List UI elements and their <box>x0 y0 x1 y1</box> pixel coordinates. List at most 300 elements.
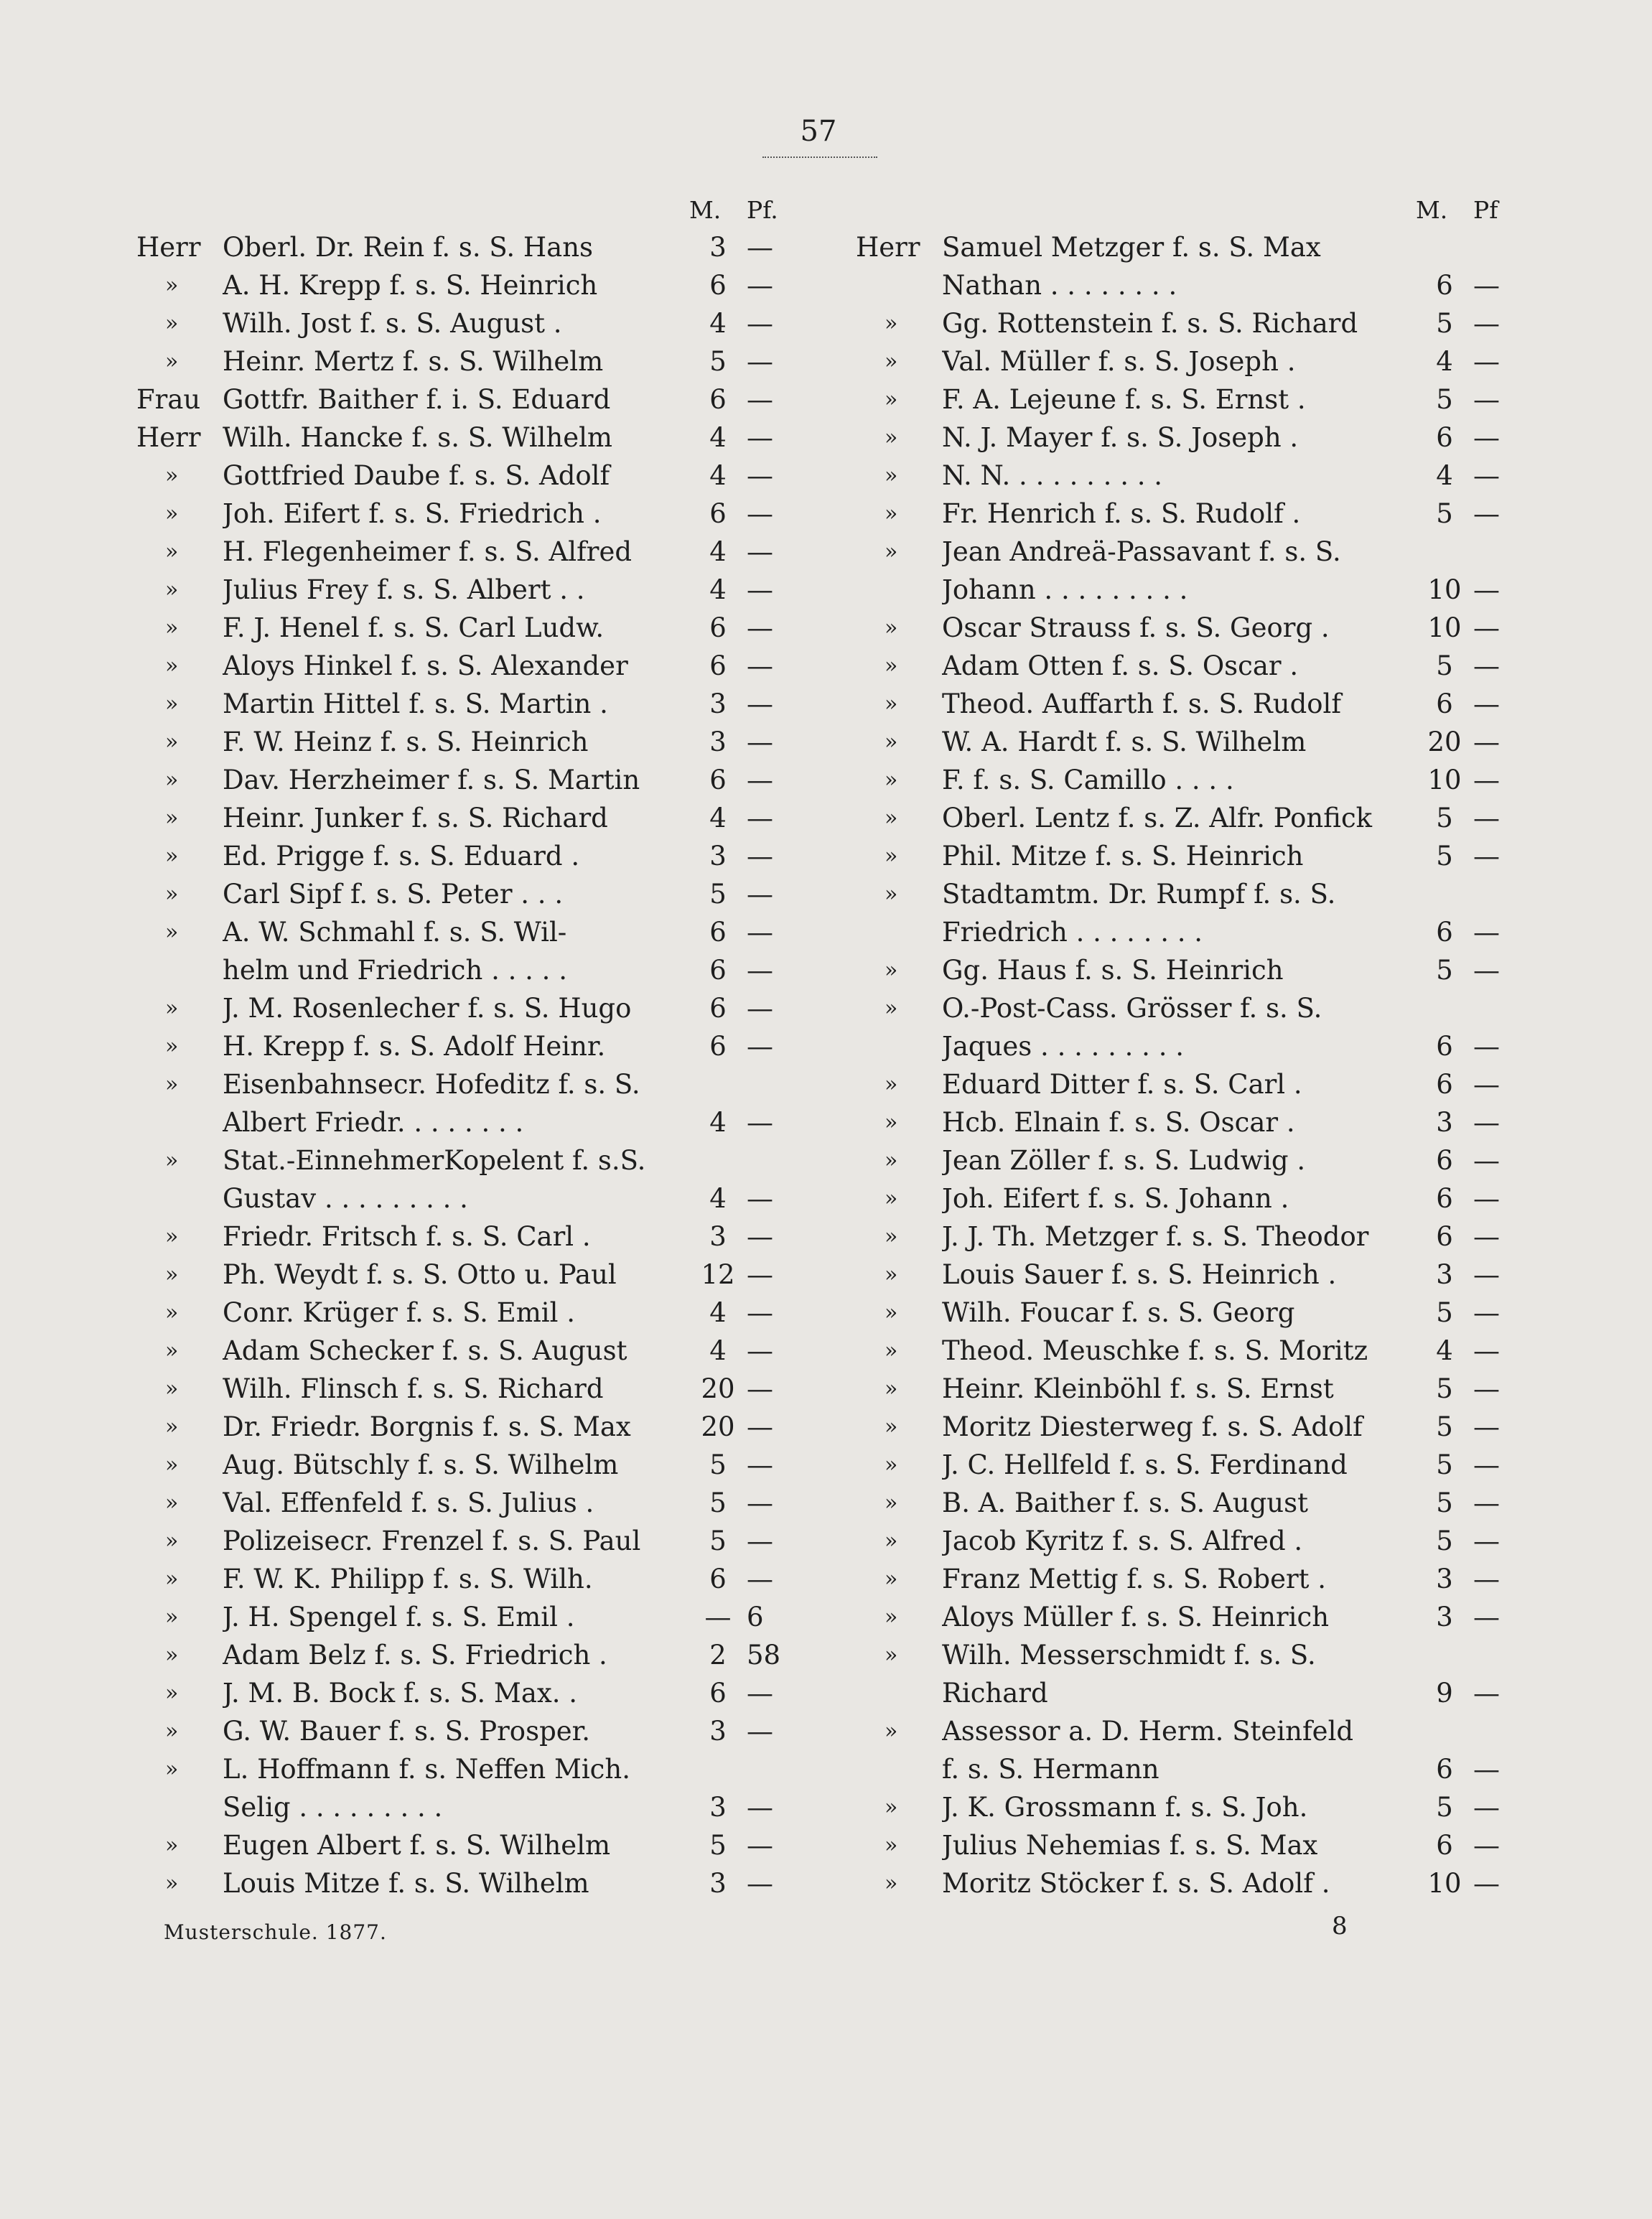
entry-prefix: » <box>885 653 898 678</box>
entry-marks: 3 <box>1436 1259 1453 1290</box>
entry-name: Jean Zöller f. s. S. Ludwig . <box>942 1145 1306 1176</box>
entry-prefix: » <box>165 1871 179 1896</box>
entry-name: Heinr. Kleinböhl f. s. S. Ernst <box>942 1373 1334 1404</box>
entry-pfennig: — <box>1473 1830 1500 1861</box>
entry-marks: 3 <box>709 1868 727 1899</box>
entry-pfennig: — <box>747 460 773 491</box>
entry-name: Selig . . . . . . . . . <box>223 1792 443 1823</box>
entry-name: Polizeisecr. Frenzel f. s. S. Paul <box>223 1526 641 1556</box>
entry-name: Martin Hittel f. s. S. Martin . <box>223 688 608 719</box>
list-item <box>856 1826 1577 1864</box>
entry-marks: 5 <box>709 1487 727 1518</box>
entry-prefix: » <box>165 1376 179 1401</box>
entry-marks: 4 <box>709 1183 727 1214</box>
entry-marks: 2 <box>709 1640 727 1671</box>
entry-marks: 4 <box>709 803 727 833</box>
entry-marks: 5 <box>1436 841 1453 872</box>
entry-prefix: » <box>165 805 179 831</box>
entry-name: F. f. s. S. Camillo . . . . <box>942 765 1234 795</box>
entry-marks: 6 <box>709 1031 727 1062</box>
list-item <box>136 1522 858 1560</box>
list-item <box>856 685 1577 723</box>
entry-name: Wilh. Messerschmidt f. s. S. <box>942 1640 1316 1671</box>
list-item <box>136 1218 858 1256</box>
entry-marks: 4 <box>709 574 727 605</box>
entry-prefix: » <box>165 1719 179 1744</box>
entry-pfennig: — <box>747 1107 773 1138</box>
list-item <box>136 989 858 1027</box>
entry-prefix: » <box>885 1414 898 1439</box>
entry-name: Joh. Eifert f. s. S. Friedrich . <box>223 498 602 529</box>
entry-name: Theod. Auffarth f. s. S. Rudolf <box>942 688 1342 719</box>
entry-name: A. H. Krepp f. s. S. Heinrich <box>223 270 598 301</box>
list-item <box>136 837 858 875</box>
entry-pfennig: — <box>1473 1526 1500 1556</box>
entry-name: Val. Müller f. s. S. Joseph . <box>942 346 1296 377</box>
entry-name: O.-Post-Cass. Grösser f. s. S. <box>942 993 1322 1024</box>
entry-pfennig: — <box>747 270 773 301</box>
entry-prefix: » <box>885 615 898 640</box>
entry-marks: 6 <box>709 498 727 529</box>
list-item <box>136 1103 858 1141</box>
entry-pfennig: — <box>747 1411 773 1442</box>
entry-name: Fr. Henrich f. s. S. Rudolf . <box>942 498 1301 529</box>
entry-name: Ph. Weydt f. s. S. Otto u. Paul <box>223 1259 617 1290</box>
list-item <box>136 1294 858 1332</box>
page-number-underline <box>762 157 877 161</box>
entry-marks: 6 <box>1436 1183 1453 1214</box>
entry-name: Oberl. Dr. Rein f. s. S. Hans <box>223 232 594 263</box>
list-item <box>136 533 858 571</box>
entry-marks: 6 <box>1436 688 1453 719</box>
entry-pfennig: — <box>747 346 773 377</box>
entry-marks: 3 <box>709 1221 727 1252</box>
list-item <box>856 647 1577 685</box>
list-item <box>856 380 1577 419</box>
list-item <box>136 419 858 457</box>
entry-name: H. Flegenheimer f. s. S. Alfred <box>223 536 633 567</box>
entry-pfennig: — <box>1473 1107 1500 1138</box>
entry-marks: 10 <box>1427 1868 1462 1899</box>
entry-prefix: » <box>165 1566 179 1592</box>
header-m: M. <box>689 196 722 224</box>
entry-pfennig: — <box>1473 1487 1500 1518</box>
entry-pfennig: — <box>747 1031 773 1062</box>
entry-pfennig: — <box>1473 1031 1500 1062</box>
entry-pfennig: — <box>1473 727 1500 757</box>
entry-prefix: » <box>165 844 179 869</box>
entry-marks: 4 <box>709 308 727 339</box>
entry-marks: 4 <box>709 1107 727 1138</box>
entry-name: Dav. Herzheimer f. s. S. Martin <box>223 765 640 795</box>
entry-name: Adam Schecker f. s. S. August <box>223 1335 627 1366</box>
entry-name: Assessor a. D. Herm. Steinfeld <box>942 1716 1354 1747</box>
entry-name: Hcb. Elnain f. s. S. Oscar . <box>942 1107 1295 1138</box>
entry-marks: 5 <box>709 1526 727 1556</box>
entry-prefix: » <box>885 1300 898 1325</box>
entry-pfennig: — <box>1473 270 1500 301</box>
entry-pfennig: — <box>747 727 773 757</box>
entry-marks: 10 <box>1427 612 1462 643</box>
entry-name: J. K. Grossmann f. s. S. Joh. <box>942 1792 1308 1823</box>
entry-prefix: » <box>885 958 898 983</box>
entry-prefix: » <box>885 463 898 488</box>
list-item <box>136 1446 858 1484</box>
entry-marks: 4 <box>709 1335 727 1366</box>
entry-marks: 9 <box>1436 1678 1453 1709</box>
list-item <box>856 875 1577 913</box>
list-item <box>856 1712 1577 1750</box>
entry-marks: 5 <box>709 346 727 377</box>
entry-marks: 6 <box>1436 1031 1453 1062</box>
list-item <box>856 1370 1577 1408</box>
entry-pfennig: — <box>1473 1145 1500 1176</box>
entry-marks: 5 <box>709 1830 727 1861</box>
entry-pfennig: — <box>1473 688 1500 719</box>
entry-pfennig: — <box>747 1449 773 1480</box>
entry-name: Friedrich . . . . . . . . <box>942 917 1203 948</box>
entry-marks: 5 <box>1436 498 1453 529</box>
entry-prefix: » <box>885 1452 898 1477</box>
entry-prefix: » <box>885 1566 898 1592</box>
entry-name: Conr. Krüger f. s. S. Emil . <box>223 1297 575 1328</box>
entry-prefix: » <box>885 311 898 336</box>
list-item <box>856 1408 1577 1446</box>
entry-name: F. A. Lejeune f. s. S. Ernst . <box>942 384 1306 415</box>
entry-pfennig: — <box>747 765 773 795</box>
entry-marks: 12 <box>701 1259 735 1290</box>
list-item <box>136 266 858 304</box>
entry-pfennig: — <box>747 688 773 719</box>
list-item <box>856 1141 1577 1179</box>
entry-marks: 3 <box>709 232 727 263</box>
entry-marks: 6 <box>1436 1830 1453 1861</box>
entry-pfennig: — <box>747 650 773 681</box>
entry-prefix: » <box>885 539 898 564</box>
entry-marks: 5 <box>709 879 727 910</box>
entry-pfennig: — <box>747 536 773 567</box>
entry-marks: 5 <box>1436 803 1453 833</box>
entry-prefix: » <box>165 1833 179 1858</box>
list-item <box>856 1560 1577 1598</box>
entry-name: Wilh. Jost f. s. S. August . <box>223 308 562 339</box>
entry-prefix: » <box>165 349 179 374</box>
entry-prefix: » <box>885 1262 898 1287</box>
list-item <box>136 1560 858 1598</box>
entry-prefix: » <box>885 882 898 907</box>
entry-pfennig: — <box>747 574 773 605</box>
entry-name: Theod. Meuschke f. s. S. Moritz <box>942 1335 1368 1366</box>
entry-pfennig: — <box>1473 1411 1500 1442</box>
entry-pfennig: — <box>1473 803 1500 833</box>
list-item <box>136 571 858 609</box>
entry-marks: 3 <box>1436 1602 1453 1632</box>
list-item <box>136 913 858 951</box>
entry-name: Jaques . . . . . . . . . <box>942 1031 1184 1062</box>
entry-prefix: » <box>165 463 179 488</box>
entry-prefix: » <box>165 767 179 793</box>
entry-pfennig: — <box>747 1868 773 1899</box>
entry-pfennig: — <box>1473 1792 1500 1823</box>
entry-prefix: » <box>885 349 898 374</box>
list-item <box>856 951 1577 989</box>
list-item <box>856 457 1577 495</box>
list-item <box>136 799 858 837</box>
entry-marks: 6 <box>709 993 727 1024</box>
entry-marks: 5 <box>1436 384 1453 415</box>
entry-name: Julius Frey f. s. S. Albert . . <box>223 574 585 605</box>
list-item <box>856 1332 1577 1370</box>
entry-pfennig: — <box>747 879 773 910</box>
entry-prefix: » <box>885 387 898 412</box>
entry-prefix: » <box>165 1528 179 1554</box>
list-item <box>856 1674 1577 1712</box>
entry-marks: 5 <box>1436 1526 1453 1556</box>
entry-marks: 6 <box>1436 1069 1453 1100</box>
list-item <box>856 1864 1577 1902</box>
list-item <box>136 1141 858 1179</box>
list-item <box>136 951 858 989</box>
list-item <box>856 1103 1577 1141</box>
entry-prefix: » <box>165 615 179 640</box>
entry-marks: 6 <box>1436 270 1453 301</box>
entry-pfennig: — <box>747 1487 773 1518</box>
entry-name: Albert Friedr. . . . . . . . <box>223 1107 524 1138</box>
entry-marks: 5 <box>1436 650 1453 681</box>
entry-name: Gottfried Daube f. s. S. Adolf <box>223 460 610 491</box>
entry-name: Ed. Prigge f. s. S. Eduard . <box>223 841 580 872</box>
entry-name: Oscar Strauss f. s. S. Georg . <box>942 612 1330 643</box>
entry-pfennig: — <box>1473 1449 1500 1480</box>
entry-marks: 5 <box>1436 1487 1453 1518</box>
list-item <box>136 1370 858 1408</box>
entry-name: N. N. . . . . . . . . . <box>942 460 1163 491</box>
entry-prefix: » <box>885 729 898 755</box>
entry-pfennig: — <box>747 498 773 529</box>
entry-marks: 10 <box>1427 765 1462 795</box>
list-item <box>136 1598 858 1636</box>
entry-pfennig: — <box>747 1259 773 1290</box>
entry-prefix: » <box>885 1833 898 1858</box>
entry-pfennig: — <box>747 803 773 833</box>
entry-pfennig: — <box>747 384 773 415</box>
list-item <box>856 266 1577 304</box>
entry-name: Eduard Ditter f. s. S. Carl . <box>942 1069 1302 1100</box>
entry-prefix: » <box>885 1110 898 1135</box>
entry-pfennig: — <box>1473 955 1500 986</box>
entry-prefix: » <box>165 1452 179 1477</box>
entry-prefix: Herr <box>136 232 201 263</box>
entry-marks: 6 <box>709 612 727 643</box>
entry-marks: 5 <box>1436 308 1453 339</box>
entry-name: Julius Nehemias f. s. S. Max <box>942 1830 1318 1861</box>
entry-prefix: » <box>885 691 898 716</box>
list-item <box>136 1179 858 1218</box>
entry-marks: 6 <box>709 1678 727 1709</box>
entry-prefix: » <box>165 1300 179 1325</box>
list-item <box>856 989 1577 1027</box>
entry-name: Jacob Kyritz f. s. S. Alfred . <box>942 1526 1303 1556</box>
entry-name: Gg. Haus f. s. S. Heinrich <box>942 955 1284 986</box>
right-column-header <box>856 192 1577 228</box>
entry-marks: 5 <box>1436 1449 1453 1480</box>
entry-pfennig: — <box>1473 1373 1500 1404</box>
list-item <box>856 609 1577 647</box>
entry-prefix: » <box>885 1528 898 1554</box>
entry-pfennig: — <box>747 993 773 1024</box>
entry-marks: 6 <box>709 917 727 948</box>
list-item <box>136 342 858 380</box>
list-item <box>856 419 1577 457</box>
entry-prefix: » <box>165 1604 179 1630</box>
entry-prefix: » <box>885 1719 898 1744</box>
entry-pfennig: — <box>747 1678 773 1709</box>
entry-pfennig: — <box>747 1335 773 1366</box>
list-item <box>856 571 1577 609</box>
list-item <box>136 1750 858 1788</box>
left-column-header <box>136 192 858 228</box>
entry-marks: 6 <box>1436 917 1453 948</box>
header-m: M. <box>1416 196 1448 224</box>
entry-name: Wilh. Hancke f. s. S. Wilhelm <box>223 422 613 453</box>
list-item <box>136 609 858 647</box>
entry-pfennig: — <box>1473 1297 1500 1328</box>
entry-pfennig: — <box>1473 1868 1500 1899</box>
entry-prefix: » <box>165 1224 179 1249</box>
entry-marks: 6 <box>709 955 727 986</box>
entry-marks: 3 <box>709 841 727 872</box>
entry-pfennig: — <box>747 612 773 643</box>
entry-pfennig: — <box>1473 1564 1500 1594</box>
entry-pfennig: — <box>1473 498 1500 529</box>
entry-pfennig: — <box>747 308 773 339</box>
entry-marks: 5 <box>1436 1792 1453 1823</box>
entry-name: Adam Belz f. s. S. Friedrich . <box>223 1640 607 1671</box>
list-item <box>856 837 1577 875</box>
entry-name: Heinr. Mertz f. s. S. Wilhelm <box>223 346 604 377</box>
entry-name: Aloys Hinkel f. s. S. Alexander <box>223 650 628 681</box>
entry-marks: 3 <box>709 727 727 757</box>
list-item <box>136 875 858 913</box>
header-pf: Pf. <box>747 196 778 224</box>
entry-prefix: » <box>165 653 179 678</box>
entry-marks: 4 <box>709 460 727 491</box>
entry-name: Adam Otten f. s. S. Oscar . <box>942 650 1299 681</box>
entry-marks: 20 <box>701 1373 735 1404</box>
entry-prefix: » <box>165 1490 179 1515</box>
list-item <box>136 647 858 685</box>
entry-name: Gg. Rottenstein f. s. S. Richard <box>942 308 1358 339</box>
entry-name: Nathan . . . . . . . . <box>942 270 1177 301</box>
list-item <box>136 1027 858 1065</box>
entry-marks: 3 <box>709 1792 727 1823</box>
entry-pfennig: 6 <box>747 1602 764 1632</box>
entry-marks: 6 <box>709 765 727 795</box>
entry-name: W. A. Hardt f. s. S. Wilhelm <box>942 727 1307 757</box>
entry-pfennig: — <box>747 1830 773 1861</box>
entry-name: G. W. Bauer f. s. S. Prosper. <box>223 1716 591 1747</box>
entry-pfennig: — <box>1473 384 1500 415</box>
entry-prefix: » <box>885 1604 898 1630</box>
entry-pfennig: — <box>1473 1259 1500 1290</box>
page-number: 57 <box>800 115 837 148</box>
entry-prefix: » <box>885 767 898 793</box>
list-item <box>856 304 1577 342</box>
list-item <box>856 761 1577 799</box>
entry-prefix: » <box>165 1414 179 1439</box>
entry-pfennig: — <box>747 232 773 263</box>
entry-pfennig: — <box>1473 650 1500 681</box>
entry-pfennig: — <box>1473 422 1500 453</box>
entry-prefix: » <box>885 805 898 831</box>
entry-prefix: Herr <box>856 232 920 263</box>
list-item <box>856 1218 1577 1256</box>
entry-name: Joh. Eifert f. s. S. Johann . <box>942 1183 1289 1214</box>
list-item <box>856 1256 1577 1294</box>
list-item <box>136 228 858 266</box>
entry-prefix: » <box>885 1871 898 1896</box>
entry-pfennig: — <box>1473 917 1500 948</box>
entry-prefix: » <box>165 1034 179 1059</box>
entry-name: Samuel Metzger f. s. S. Max <box>942 232 1321 263</box>
entry-name: Louis Sauer f. s. S. Heinrich . <box>942 1259 1337 1290</box>
list-item <box>856 1484 1577 1522</box>
entry-name: Friedr. Fritsch f. s. S. Carl . <box>223 1221 591 1252</box>
list-item <box>136 1826 858 1864</box>
entry-marks: 4 <box>1436 346 1453 377</box>
list-item <box>856 913 1577 951</box>
entry-name: J. M. Rosenlecher f. s. S. Hugo <box>223 993 632 1024</box>
entry-name: Oberl. Lentz f. s. Z. Alfr. Ponfick <box>942 803 1373 833</box>
entry-prefix: » <box>165 1072 179 1097</box>
entry-pfennig: — <box>1473 1221 1500 1252</box>
list-item <box>856 1446 1577 1484</box>
list-item <box>856 723 1577 761</box>
entry-pfennig: — <box>747 917 773 948</box>
entry-name: Gustav . . . . . . . . . <box>223 1183 468 1214</box>
entry-name: Moritz Diesterweg f. s. S. Adolf <box>942 1411 1363 1442</box>
entry-prefix: » <box>165 1262 179 1287</box>
entry-pfennig: — <box>747 1221 773 1252</box>
entry-name: J. H. Spengel f. s. S. Emil . <box>223 1602 575 1632</box>
entry-marks: 6 <box>709 1564 727 1594</box>
entry-prefix: Herr <box>136 422 201 453</box>
list-item <box>136 1484 858 1522</box>
entry-name: Aug. Bütschly f. s. S. Wilhelm <box>223 1449 619 1480</box>
entry-marks: 20 <box>701 1411 735 1442</box>
entry-pfennig: — <box>1473 1602 1500 1632</box>
list-item <box>136 1256 858 1294</box>
list-item <box>136 1712 858 1750</box>
list-item <box>136 457 858 495</box>
list-item <box>856 1179 1577 1218</box>
footer-signature: Musterschule. 1877. <box>164 1920 387 1944</box>
entry-prefix: » <box>165 577 179 602</box>
entry-pfennig: — <box>1473 1754 1500 1785</box>
list-item <box>856 1750 1577 1788</box>
entry-marks: 6 <box>1436 1145 1453 1176</box>
entry-prefix: » <box>165 1681 179 1706</box>
entry-prefix: » <box>165 691 179 716</box>
entry-marks: 3 <box>1436 1564 1453 1594</box>
entry-marks: 4 <box>1436 1335 1453 1366</box>
entry-marks: 3 <box>709 688 727 719</box>
entry-pfennig: — <box>1473 460 1500 491</box>
entry-name: L. Hoffmann f. s. Neffen Mich. <box>223 1754 630 1785</box>
entry-prefix: » <box>165 1643 179 1668</box>
entry-prefix: » <box>165 920 179 945</box>
list-item <box>856 1294 1577 1332</box>
